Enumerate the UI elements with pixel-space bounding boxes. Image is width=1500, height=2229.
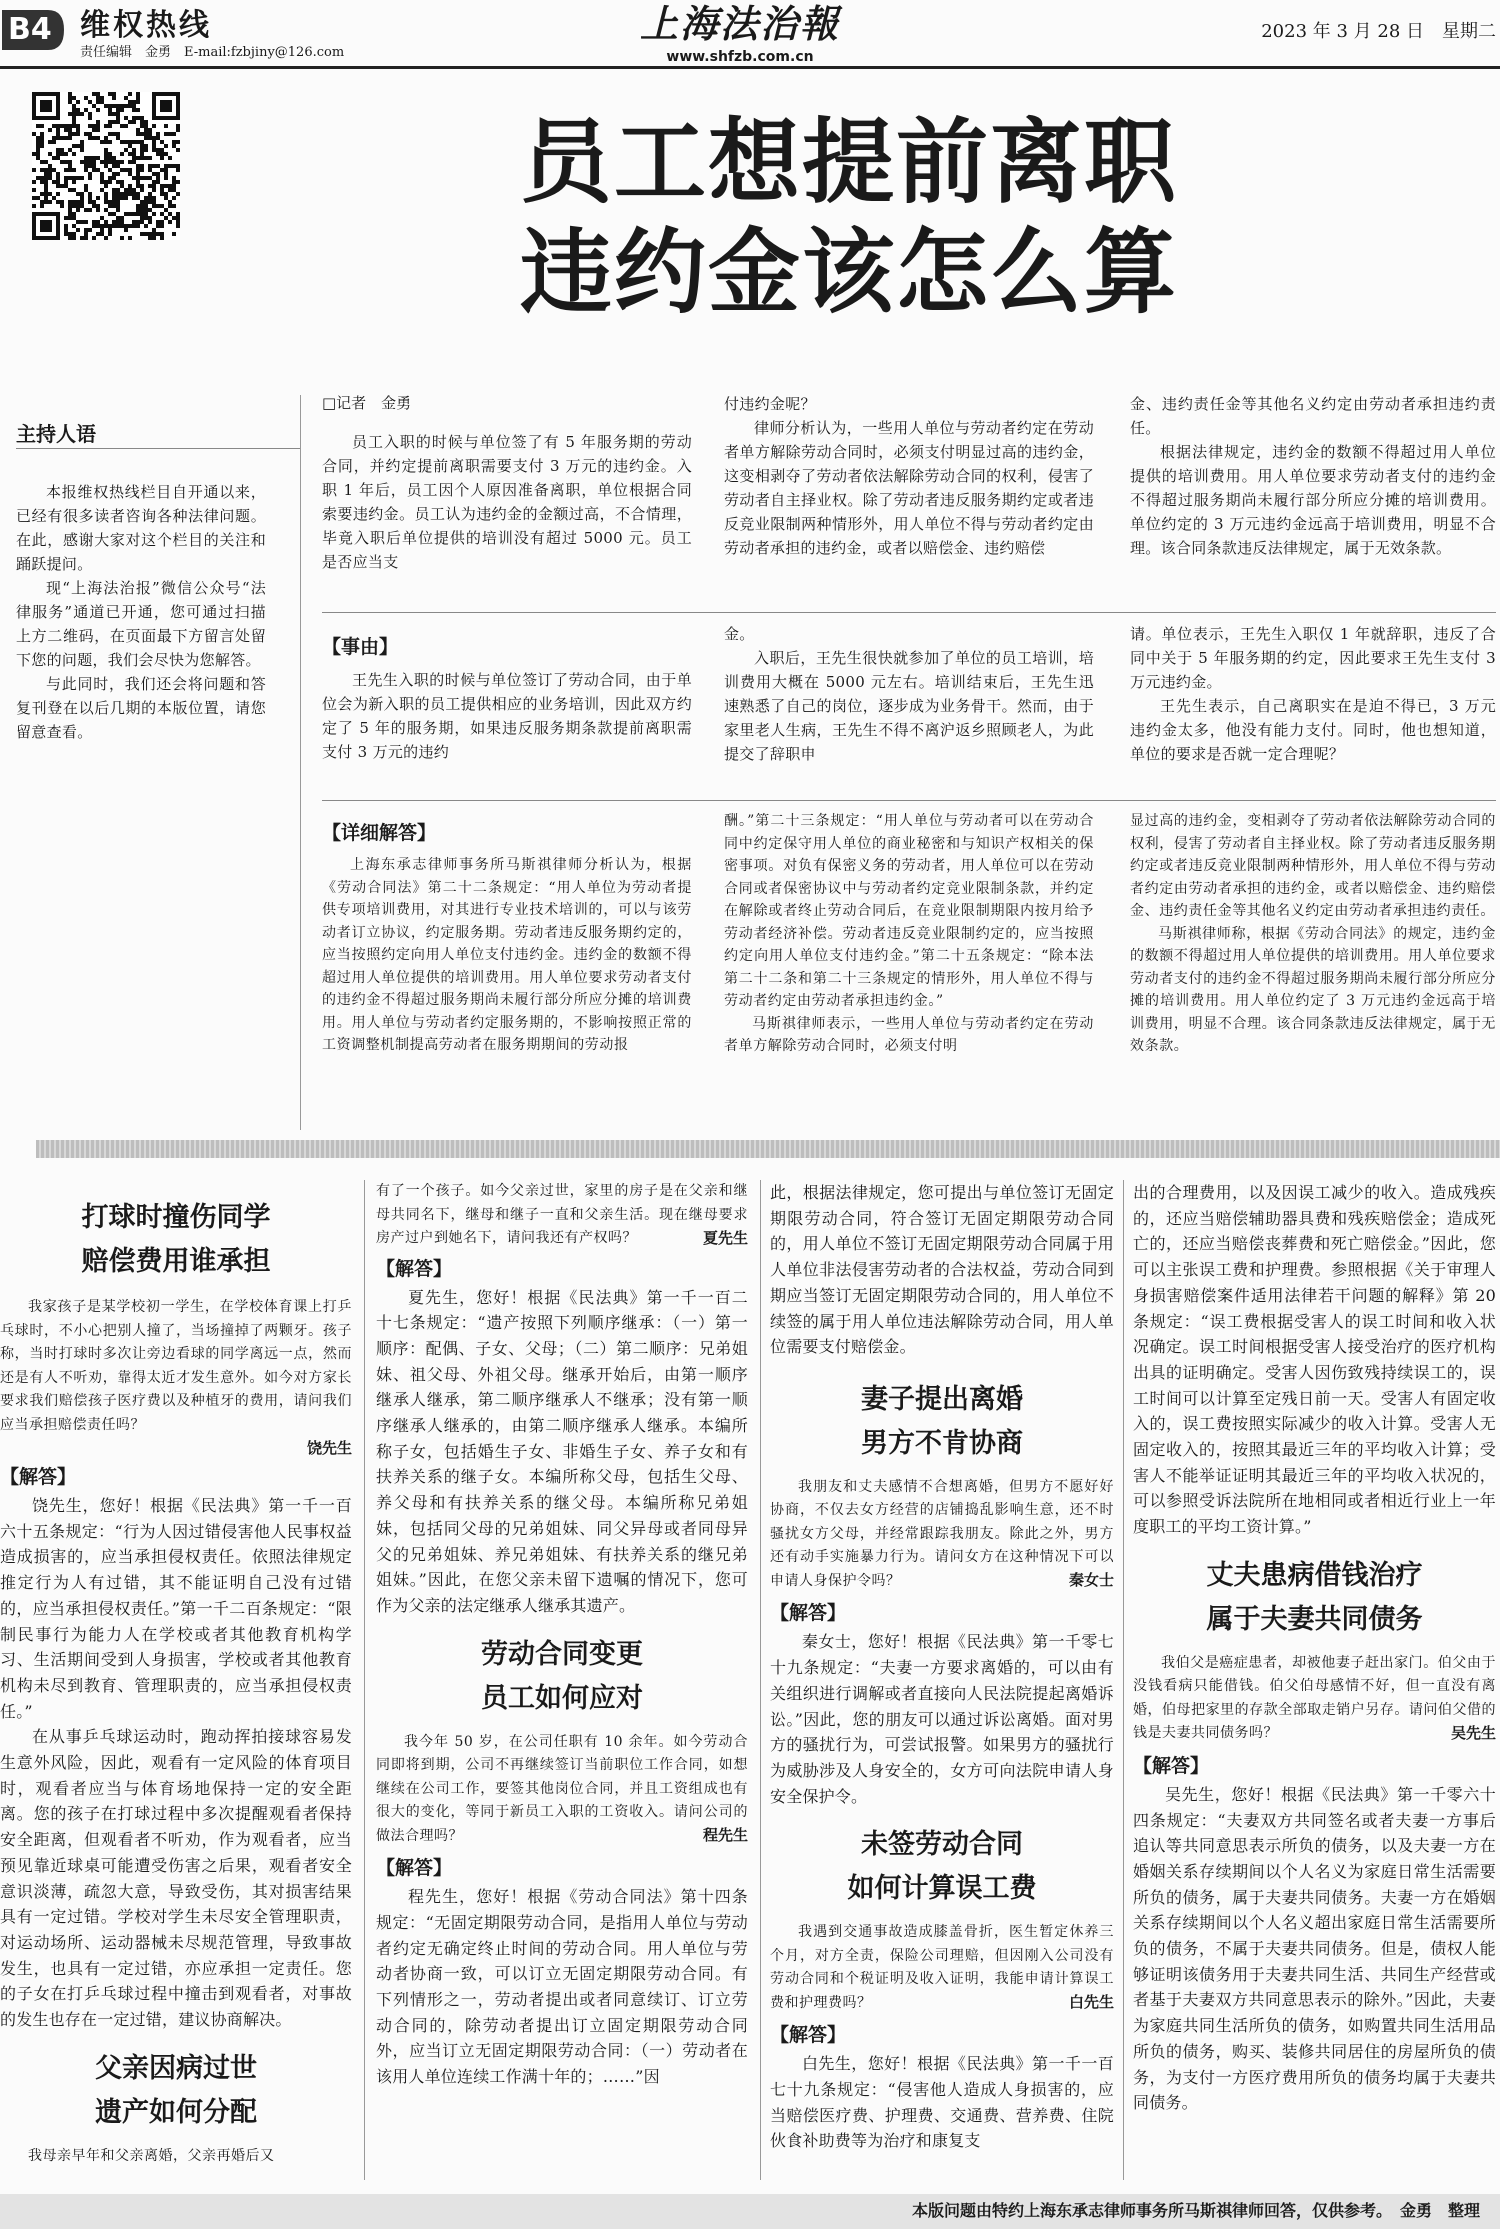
- host-paragraph: 现“上海法治报”微信公众号“法律服务”通道已开通，您可通过扫描上方二维码，在页面最下方留言处留下您的问题，我们会尽快为您解答。: [16, 579, 266, 669]
- section-rule-1: [322, 612, 1496, 613]
- lead-col-2: [724, 392, 1094, 560]
- reason-paragraph: 入职后，王先生很快就参加了单位的员工培训，培训费用大概在 5000 元左右。培训结束后，王先生迅速熟悉了自己的岗位，逐步成为业务骨干。然而，由于家里老人生病，王先生不得不离沪返乡照顾老人，为此提交了辞职申: [724, 649, 1094, 763]
- qa-answer: [1133, 1180, 1496, 1540]
- website: www.shfzb.com.cn: [666, 49, 814, 65]
- asker-signature: 程先生: [702, 1826, 748, 1845]
- answer-text: 吴先生，您好！根据《民法典》第一千零六十四条规定：“夫妻双方共同签名或者夫妻一方事后追认等共同意思表示所负的债务，以及夫妻一方在婚姻关系存续期间以个人名义为家庭日常生活需要所负的债务，属于夫妻共同债务。夫妻一方在婚姻关系存续期间以个人名义超出家庭日常生活需要所负的债务，不属于夫妻共同债务。但是，债权人能够证明该债务用于夫妻共同生活、共同生产经营或者基于夫妻双方共同意思表示的除外。”因此，夫妻为家庭共同生活所负的债务，如购置共同生活用品所负的债务，购买、装修共同居住的房屋所负的债务，为支付一方医疗费用所负的债务均属于夫妻共同债务。: [1133, 1784, 1496, 2113]
- qr-code-graphic: [32, 92, 180, 240]
- qa-answer: [770, 1629, 1114, 1809]
- qa-answer: [1133, 1782, 1496, 2116]
- asker-signature: 饶先生: [306, 1439, 352, 1457]
- question-text: 我家孩子是某学校初一学生，在学校体育课上打乒乓球时，不小心把别人撞了，当场撞掉了两颗牙。孩子称，当时打球时多次让旁边看球的同学离远一点，然而还是有人不听劝，靠得太近才发生意外。如今对方家长要求我们赔偿孩子医疗费以及种植牙的费用，请问我们应当承担赔偿责任吗？: [0, 1299, 352, 1433]
- answer-paragraph: 显过高的违约金，变相剥夺了劳动者依法解除劳动合同的权利，侵害了劳动者自主择业权。除了劳动者违反服务期约定或者违反竞业限制两种情形外，用人单位不得与劳动者约定由劳动者承担的违约金，或者以赔偿金、违约赔偿金、违约责任金等其他名义约定由劳动者承担违约责任。: [1130, 813, 1496, 919]
- answer-col-2: [724, 810, 1094, 1058]
- reason-paragraph: 请。单位表示，王先生入职仅 1 年就辞职，违反了合同中关于 5 年服务期的约定，因此要求王先生支付 3 万元违约金。: [1130, 625, 1496, 691]
- byline: □记者 金勇: [322, 394, 412, 412]
- column-divider: [1123, 1180, 1124, 2180]
- section-title: 维权热线: [80, 8, 212, 43]
- qa-question: [0, 2145, 352, 2169]
- answer-col-1: [322, 854, 692, 1057]
- question-text: 我今年 50 岁，在公司任职有 10 余年。如今劳动合同即将到期，公司不再继续签订当前职位工作合同，如想继续在公司工作，要签其他岗位合同，并且工资组成也有很大的变化，等同于新员工入职的工资收入。请问公司的做法合理吗？: [376, 1733, 748, 1844]
- headline: [520, 108, 1280, 328]
- answer-label: 【解答】: [770, 1602, 847, 1625]
- answer-text: 此，根据法律规定，您可提出与单位签订无固定期限劳动合同，符合签订无固定期限劳动合同的，用人单位不签订无固定期限劳动合同属于用人单位非法侵害劳动者的合法权益，劳动合同到期应当签订无固定期限劳动合同的，用人单位不续签的属于用人单位违法解除劳动合同，用人单位需要支付赔偿金。: [770, 1183, 1114, 1357]
- lead-paragraph: 员工入职的时候与单位签了有 5 年服务期的劳动合同，并约定提前离职需要支付 3 万元的违约金。入职 1 年后，员工因个人原因准备离职，单位根据合同索要违约金。员工认为违约金的金额过高，不合情理，毕竟入职后单位提供的培训没有超过 5000 元。员工是否应当支: [322, 433, 692, 571]
- qa-answer: [376, 1884, 748, 2090]
- answer-label: 【解答】: [0, 1466, 77, 1488]
- reason-col-2: [724, 622, 1094, 766]
- reason-col-1: [322, 668, 692, 764]
- asker-signature: 秦女士: [1068, 1571, 1114, 1590]
- qa-heading: 妻子提出离婚: [861, 1383, 1023, 1415]
- answer-paragraph: 马斯祺律师表示，一些用人单位与劳动者约定在劳动者单方解除劳动合同时，必须支付明: [724, 1015, 1094, 1054]
- qa-heading: 如何计算误工费: [847, 1873, 1037, 1905]
- host-paragraph: 本报维权热线栏目自开通以来，已经有很多读者咨询各种法律问题。在此，感谢大家对这个栏目的关注和踊跃提问。: [16, 483, 266, 573]
- answer-text: 夏先生，您好！根据《民法典》第一千一百二十七条规定：“遗产按照下列顺序继承：（一）第一顺序：配偶、子女、父母；（二）第二顺序：兄弟姐妹、祖父母、外祖父母。继承开始后，由第一顺序继承人继承，第二顺序继承人不继承；没有第一顺序继承人继承的，由第二顺序继承人继承。本编所称子女，包括婚生子女、非婚生子女、养子女和有扶养关系的继子女。本编所称父母，包括生父母、养父母和有扶养关系的继父母。本编所称兄弟姐妹，包括同父母的兄弟姐妹、同父异母或者同母异父的兄弟姐妹、养兄弟姐妹、有扶养关系的继兄弟姐妹。”因此，在您父亲未留下遗嘱的情况下，您可作为父亲的法定继承人继承其遗产。: [376, 1287, 748, 1615]
- qa-column-3: [770, 1180, 1114, 2154]
- host-text: [16, 480, 266, 744]
- answer-paragraph: 酬。”第二十三条规定：“用人单位与劳动者可以在劳动合同中约定保守用人单位的商业秘密和与知识产权相关的保密事项。对负有保密义务的劳动者，用人单位可以在劳动合同或者保密协议中与劳动者约定竞业限制条款，并约定在解除或者终止劳动合同后，在竞业限制期限内按月给予劳动者经济补偿。劳动者违反竞业限制约定的，应当按照约定向用人单位支付违约金。”第二十五条规定：“除本法第二十二条和第二十三条规定的情形外，用人单位不得与劳动者约定由劳动者承担违约金。”: [724, 813, 1094, 1009]
- host-title: 主持人语: [16, 422, 96, 446]
- qr-code: [32, 92, 180, 240]
- page-number: B4: [8, 12, 52, 47]
- separator-bar: [36, 1140, 1500, 1158]
- host-paragraph: 与此同时，我们还会将问题和答复刊登在以后几期的本版位置，请您留意查看。: [16, 675, 266, 741]
- answer-label: 【解答】: [1133, 1754, 1210, 1777]
- answer-text: 白先生，您好！根据《民法典》第一千一百七十九条规定：“侵害他人造成人身损害的，应当赔偿医疗费、护理费、交通费、营养费、住院伙食补助费等为治疗和康复支: [770, 2054, 1114, 2151]
- qa-answer: [770, 2051, 1114, 2154]
- answer-col-3: [1130, 810, 1496, 1058]
- lead-col-3: [1130, 392, 1496, 560]
- answer-text: 程先生，您好！根据《劳动合同法》第十四条规定：“无固定期限劳动合同，是指用人单位与劳动者约定无确定终止时间的劳动合同。用人单位与劳动者协商一致，可以订立无固定期限劳动合同。有下列情形之一，劳动者提出或者同意续订、订立劳动合同的，除劳动者提出订立固定期限劳动合同外，应当订立无固定期限劳动合同：（一）劳动者在该用人单位连续工作满十年的；……”因: [376, 1887, 748, 2087]
- qa-answer: [770, 1180, 1114, 1360]
- lead-paragraph: 金、违约责任金等其他名义约定由劳动者承担违约责任。: [1130, 395, 1496, 437]
- qa-column-1: [0, 1196, 352, 2168]
- lead-paragraph: 律师分析认为，一些用人单位与劳动者约定在劳动者单方解除劳动合同时，必须支付明显过高的违约金，这变相剥夺了劳动者依法解除劳动合同的权利，侵害了劳动者自主择业权。除了劳动者违反服务期约定或者违反竞业限制两种情形外，用人单位不得与劳动者约定由劳动者承担的违约金，或者以赔偿金、违约赔偿: [724, 419, 1094, 557]
- answer-label: 【解答】: [770, 2024, 847, 2047]
- reason-paragraph: 王先生入职的时候与单位签订了劳动合同，由于单位会为新入职的员工提供相应的业务培训，因此双方约定了 5 年的服务期，如果违反服务期条款提前离职需支付 3 万元的违约: [322, 671, 692, 761]
- asker-signature: 夏先生: [702, 1228, 748, 1247]
- reason-paragraph: 王先生表示，自己离职实在是迫不得已，3 万元违约金太多，他没有能力支付。同时，他也想知道，单位的要求是否就一定合理呢？: [1130, 697, 1496, 763]
- qa-answer: [376, 1285, 748, 1619]
- headline-line-2: 违约金该怎么算: [520, 219, 1179, 326]
- qa-heading: 丈夫患病借钱治疗: [1206, 1559, 1423, 1591]
- question-text: 有了一个孩子。如今父亲过世，家里的房子是在父亲和继母共同名下，继母和继子一直和父亲生活。现在继母要求房产过户到她名下，请问我还有产权吗？: [376, 1183, 748, 1246]
- question-text: 我朋友和丈夫感情不合想离婚，但男方不愿好好协商，不仅去女方经营的店铺捣乱影响生意，还不时骚扰女方父母，并经常跟踪我朋友。除此之外，男方还有动手实施暴力行为。请问女方在这种情况下可以申请人身保护令吗？: [770, 1478, 1114, 1589]
- page-number-badge: [0, 8, 68, 52]
- reason-title: 【事由】: [322, 636, 399, 658]
- answer-text: 饶先生，您好！根据《民法典》第一千一百六十五条规定：“行为人因过错侵害他人民事权益造成损害的，应当承担侵权责任。依照法律规定推定行为人有过错，其不能证明自己没有过错的，应当承担侵权责任。”第一千二百条规定：“限制民事行为能力人在学校或者其他教育机构学习、生活期间受到人身损害，学校或者其他教育机构未尽到教育、管理职责的，应当承担侵权责任。”: [0, 1496, 352, 1721]
- answer-paragraph: 马斯祺律师称，根据《劳动合同法》的规定，违约金的数额不得超过用人单位提供的培训费用。用人单位要求劳动者支付的违约金不得超过服务期尚未履行部分所应分摊的培训费用。用人单位约定了 3 万元违约金远高于培训费用，明显不合理。该合同条款违反法律规定，属于无效条款。: [1130, 925, 1496, 1054]
- question-text: 我遇到交通事故造成膝盖骨折，医生暂定休养三个月，对方全责，保险公司理赔，但因刚入公司没有劳动合同和个税证明及收入证明，我能申请计算误工费和护理费吗？: [770, 1924, 1114, 2011]
- editor-line: 责任编辑 金勇 E-mail:fzbjiny@126.com: [80, 45, 345, 60]
- reason-paragraph: 金。: [724, 625, 755, 643]
- answer-title: 【详细解答】: [322, 822, 437, 844]
- headline-line-1: 员工想提前离职: [520, 109, 1179, 216]
- qa-answer: [0, 1493, 352, 2033]
- asker-signature: 白先生: [1068, 1993, 1114, 2012]
- answer-label: 【解答】: [376, 1857, 453, 1880]
- footer-note: 本版问题由特约上海东承志律师事务所马斯祺律师回答，仅供参考。 金勇 整理: [911, 2201, 1480, 2220]
- section-rule-2: [322, 800, 1496, 801]
- question-text: 我伯父是癌症患者，却被他妻子赶出家门。伯父由于没钱看病只能借钱。伯父伯母感情不好，但一直没有离婚，伯母把家里的存款全部取走销户另存。请问伯父借的钱是夫妻共同债务吗？: [1133, 1654, 1496, 1742]
- lead-col-1: [322, 430, 692, 574]
- qa-heading: 父亲因病过世: [95, 2052, 257, 2084]
- host-divider: [300, 395, 301, 1130]
- qa-column-2: [376, 1180, 748, 2090]
- answer-text: 秦女士，您好！根据《民法典》第一千零七十九条规定：“夫妻一方要求离婚的，可以由有关组织进行调解或者直接向人民法院提起离婚诉讼。”因此，您的朋友可以通过诉讼离婚。面对男方的骚扰行为，可尝试报警。如果男方的骚扰行为威胁涉及人身安全的，女方可向法院申请人身安全保护令。: [770, 1632, 1114, 1806]
- qa-question: [0, 1296, 352, 1437]
- qa-heading: 属于夫妻共同债务: [1206, 1603, 1423, 1635]
- answer-paragraph: 上海东承志律师事务所马斯祺律师分析认为，根据《劳动合同法》第二十二条规定：“用人单位为劳动者提供专项培训费用，对其进行专业技术培训的，可以与该劳动者订立协议，约定服务期。劳动者违反服务期约定的，应当按照约定向用人单位支付违约金。违约金的数额不得超过用人单位提供的培训费用。用人单位要求劳动者支付的违约金不得超过服务期尚未履行部分所应分摊的培训费用。用人单位与劳动者约定服务期的，不影响按照正常的工资调整机制提高劳动者在服务期期间的劳动报: [322, 857, 692, 1053]
- answer-label: 【解答】: [376, 1257, 453, 1280]
- date: 2023 年 3 月 28 日 星期二: [1261, 21, 1496, 42]
- masthead-rule: [0, 66, 1500, 69]
- qa-heading: 劳动合同变更: [481, 1638, 643, 1670]
- qa-heading: 打球时撞伤同学: [81, 1202, 271, 1233]
- answer-text: 在从事乒乓球运动时，跑动挥拍接球容易发生意外风险，因此，观看有一定风险的体育项目时，观看者应当与体育场地保持一定的安全距离。您的孩子在打球过程中多次提醒观看者保持安全距离，但观看者不听劝，作为观看者，应当预见靠近球桌可能遭受伤害之后果，观看者安全意识淡薄，疏忽大意，导致受伤，其对损害结果具有一定过错。学校对学生未尽安全管理职责，对运动场所、运动器械未尽规范管理，导致事故发生，也具有一定过错，亦应承担一定责任。您的子女在打乒乓球过程中撞击到观看者，对事故的发生也存在一定过错，建议协商解决。: [0, 1727, 352, 2030]
- lead-paragraph: 付违约金呢？: [724, 395, 816, 413]
- column-divider: [364, 1180, 365, 2180]
- qa-heading: 遗产如何分配: [95, 2096, 257, 2128]
- qa-heading: 男方不肯协商: [861, 1427, 1023, 1459]
- lead-paragraph: 根据法律规定，违约金的数额不得超过用人单位提供的培训费用。用人单位要求劳动者支付的违约金不得超过服务期尚未履行部分所应分摊的培训费用。单位约定的 3 万元违约金远高于培训费用，明显不合理。该合同条款违反法律规定，属于无效条款。: [1130, 443, 1496, 557]
- host-title-rule: [16, 448, 301, 449]
- qa-heading: 未签劳动合同: [861, 1829, 1023, 1861]
- answer-text: 出的合理费用，以及因误工减少的收入。造成残疾的，还应当赔偿辅助器具费和残疾赔偿金；造成死亡的，还应当赔偿丧葬费和死亡赔偿金。”因此，您可以主张误工费和护理费。参照根据《关于审理人身损害赔偿案件适用法律若干问题的解释》第 20 条规定：“误工费根据受害人的误工时间和收入状况确定。误工时间根据受害人接受治疗的医疗机构出具的证明确定。受害人因伤致残持续误工的，误工时间可以计算至定残日前一天。受害人有固定收入的，误工费按照实际减少的收入计算。受害人无固定收入的，按照其最近三年的平均收入计算；受害人不能举证证明其最近三年的平均收入状况的，可以参照受诉法院所在地相同或者相近行业上一年度职工的平均工资计算。”: [1133, 1183, 1496, 1537]
- qa-heading: 员工如何应对: [481, 1682, 643, 1714]
- paper-name: 上海法治報: [639, 1, 840, 46]
- question-text: 我母亲早年和父亲离婚，父亲再婚后又: [28, 2147, 275, 2164]
- asker-signature: 吴先生: [1450, 1723, 1496, 1742]
- qa-column-4: [1133, 1180, 1496, 2116]
- column-divider: [760, 1180, 761, 2180]
- reason-col-3: [1130, 622, 1496, 766]
- qa-heading: 赔偿费用谁承担: [81, 1246, 271, 1277]
